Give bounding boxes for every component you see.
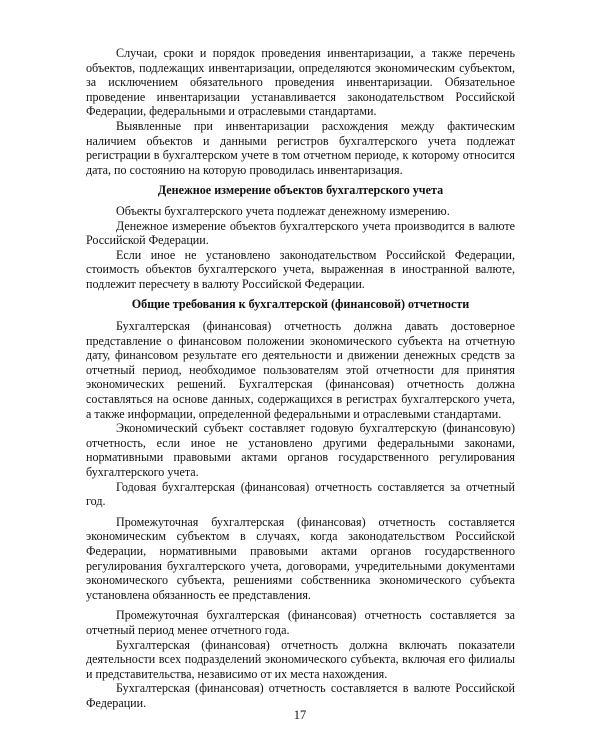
paragraph: Промежуточная бухгалтерская (финансовая) отчетность составляется за отчетный период менее отчетного года. [86, 608, 515, 637]
paragraph: Случаи, сроки и порядок проведения инвентаризации, а также перечень объектов, подлежащих инвентаризации, определяются экономическим субъектом, за исключением обязательного проведения инвентаризации. Обязательное проведение инвентаризации устанавливается законодательством Российской Федерации, федеральными и отраслевыми стандартами. [86, 46, 515, 119]
paragraph: Экономический субъект составляет годовую бухгалтерскую (финансовую) отчетность, если иное не установлено другими федеральными законами, нормативными правовыми актами органов государственного регулирования бухгалтерского учета. [86, 421, 515, 480]
paragraph: Если иное не установлено законодательством Российской Федерации, стоимость объектов бухгалтерского учета, выраженная в иностранной валюте, подлежит пересчету в валюту Российской Федерации. [86, 247, 515, 291]
page-body [86, 46, 515, 711]
paragraph: Денежное измерение объектов бухгалтерского учета производится в валюте Российской Федерации. [86, 218, 515, 248]
paragraph: Бухгалтерская (финансовая) отчетность должна включать показатели деятельности всех подразделений экономического субъекта, включая его филиалы и представительства, независимо от их места нахождения. [86, 637, 515, 681]
paragraph: Промежуточная бухгалтерская (финансовая) отчетность составляется экономическим субъектом в случаях, когда законодательством Российской Федерации, нормативными правовыми актами органов государственного регулирования бухгалтерского учета, договорами, учредительными документами экономического субъекта, решениями собственника экономического субъекта установлена обязанность ее представления. [86, 514, 515, 602]
paragraph: Бухгалтерская (финансовая) отчетность должна давать достоверное представление о финансовом положении экономического субъекта на отчетную дату, финансовом результате его деятельности и движении денежных средств за отчетный период, необходимое пользователям этой отчетности для принятия экономических решений. Бухгалтерская (финансовая) отчетность должна составляться на основе данных, содержащихся в регистрах бухгалтерского учета, а также информации, определенной федеральными и отраслевыми стандартами. [86, 319, 515, 421]
paragraph: Выявленные при инвентаризации расхождения между фактическим наличием объектов и данными регистров бухгалтерского учета подлежат регистрации в бухгалтерском учете в том отчетном периоде, к которому относится дата, по состоянию на которую проводилась инвентаризация. [86, 118, 515, 177]
section-heading-reporting-requirements: Общие требования к бухгалтерской (финансовой) отчетности [131, 296, 470, 311]
paragraph: Бухгалтерская (финансовая) отчетность составляется в валюте Российской Федерации. [86, 681, 515, 710]
paragraph: Годовая бухгалтерская (финансовая) отчетность составляется за отчетный год. [86, 479, 515, 509]
paragraph: Объекты бухгалтерского учета подлежат денежному измерению. [116, 203, 450, 218]
page-number: 17 [293, 708, 307, 722]
section-heading-monetary-measurement: Денежное измерение объектов бухгалтерского учета [157, 183, 444, 198]
